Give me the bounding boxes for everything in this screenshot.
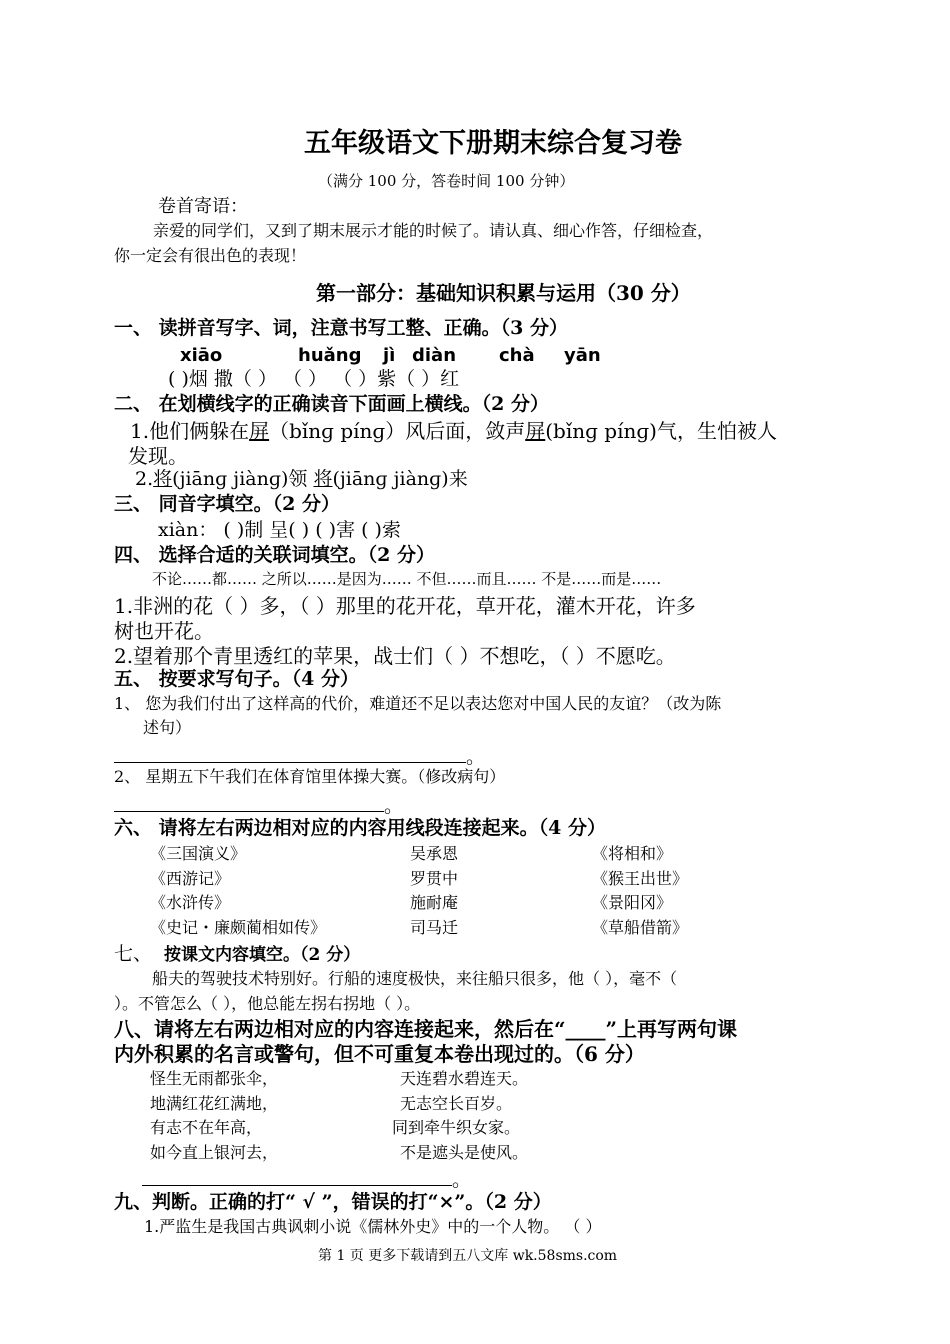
page-subtitle: （满分 100 分，答卷时间 100 分钟）	[318, 172, 575, 190]
q8-right-2: 无志空长百岁。	[400, 1094, 513, 1113]
q7-heading	[114, 944, 360, 966]
q8-heading-2: 内外积累的名言或警句，但不可重复本卷出现过的。（6 分）	[114, 1042, 645, 1066]
q2-text: （bǐnɡ pínɡ）风后面，敛声	[269, 419, 526, 443]
q5-item-2: 2、 星期五下午我们在体育馆里体操大赛。（修改病句）	[114, 767, 506, 786]
q5-item-1-cont: 述句）	[143, 718, 192, 737]
q8-answer	[142, 1167, 471, 1192]
q1-pinyin-1: xiāo	[180, 345, 223, 366]
page-title: 五年级语文下册期末综合复习卷	[304, 128, 682, 159]
q2-line-2	[135, 469, 468, 491]
q7-title: 按课文内容填空。（2 分）	[164, 945, 361, 965]
q7-line-2: ）。不管怎么（ ），他总能左拐右拐地（ ）。	[114, 994, 421, 1013]
answer-blank[interactable]	[114, 793, 384, 812]
q9-item-1: 1.严监生是我国古典讽刺小说《儒林外史》中的一个人物。 （ ）	[144, 1217, 602, 1236]
q6-left-1: 《三国演义》	[150, 844, 247, 863]
q8-left-3: 有志不在年高，	[150, 1118, 263, 1137]
q6-heading: 六、 请将左右两边相对应的内容用线段连接起来。（4 分）	[114, 817, 606, 839]
q6-left-4: 《史记・廉颇蔺相如传》	[150, 918, 327, 937]
q1-pinyin-4: diàn	[412, 345, 457, 366]
q6-left-3: 《水浒传》	[150, 893, 231, 912]
q1-answer-line: ( )烟 撒（ ） （ ） （ ）紫（ ）红	[168, 368, 460, 390]
q4-sentence-1: 1.非洲的花（ ）多，（ ）那里的花开花，草开花，灌木开花，许多	[114, 594, 696, 618]
q1-pinyin-6: yān	[564, 345, 601, 366]
q8-left-4: 如今直上银河去，	[150, 1143, 279, 1162]
q6-middle-2: 罗贯中	[410, 869, 459, 888]
q5-answer-1	[114, 744, 485, 769]
q2-text: (jiānɡ jiànɡ)领	[172, 468, 314, 490]
q5-heading: 五、 按要求写句子。（4 分）	[114, 668, 359, 690]
q6-middle-1: 吴承恩	[410, 844, 459, 863]
preface-label: 卷首寄语：	[158, 196, 248, 217]
q2-heading: 二、 在划横线字的正确读音下面画上横线。（2 分）	[114, 393, 549, 415]
q2-line-1-cont: 发现。	[128, 444, 188, 468]
q2-text: (jiānɡ jiànɡ)来	[332, 468, 468, 490]
q8-right-1: 天连碧水碧连天。	[400, 1069, 529, 1088]
q6-left-2: 《西游记》	[150, 869, 231, 888]
q6-right-2: 《猴王出世》	[592, 869, 689, 888]
page-footer: 第 1 页 更多下载请到五八文库 wk.58sms.com	[318, 1248, 618, 1264]
period: 。	[384, 795, 404, 817]
part1-title: 第一部分：基础知识积累与运用（30 分）	[316, 281, 691, 305]
q4-heading: 四、 选择合适的关联词填空。（2 分）	[114, 544, 435, 566]
preface-line-2: 你一定会有很出色的表现！	[114, 246, 307, 265]
q9-heading: 九、判断。正确的打“ √ ”，错误的打“×”。（2 分）	[114, 1191, 552, 1213]
q7-number: 七、	[114, 943, 153, 965]
q1-pinyin-2: huǎng	[298, 345, 362, 366]
underlined-char: 将	[153, 468, 173, 490]
q3-line: xiàn： ( )制 呈( ) ( )害 ( )索	[158, 519, 401, 541]
q8-heading-1: 八、请将左右两边相对应的内容连接起来，然后在“____”上再写两句课	[114, 1017, 738, 1041]
q2-text: (bǐnɡ pínɡ)气，生怕被人	[545, 419, 777, 443]
q8-right-3: 同到牵牛织女家。	[392, 1118, 521, 1137]
q4-sentence-2: 2.望着那个青里透红的苹果，战士们（ ）不想吃，（ ）不愿吃。	[114, 644, 676, 668]
q8-left-2: 地满红花红满地，	[150, 1094, 279, 1113]
q7-line-1: 船夫的驾驶技术特别好。行船的速度极快，来往船只很多，他（ ），毫不（	[152, 969, 678, 988]
q6-right-4: 《草船借箭》	[592, 918, 689, 937]
q3-heading: 三、 同音字填空。（2 分）	[114, 493, 340, 515]
answer-blank[interactable]	[142, 1167, 452, 1186]
underlined-char: 屏	[249, 419, 270, 443]
q8-right-4: 不是遮头是使风。	[400, 1143, 529, 1162]
q5-answer-2	[114, 793, 403, 818]
q6-middle-4: 司马迁	[410, 918, 459, 937]
q6-right-1: 《将相和》	[592, 844, 673, 863]
q1-pinyin-5: chà	[499, 345, 535, 366]
q6-right-3: 《景阳冈》	[592, 893, 673, 912]
period: 。	[466, 746, 486, 768]
q4-sentence-1-cont: 树也开花。	[114, 619, 214, 643]
q6-middle-3: 施耐庵	[410, 893, 459, 912]
preface-line-1: 亲爱的同学们，又到了期末展示才能的时候了。请认真、细心作答，仔细检查，	[153, 221, 714, 240]
q1-heading: 一、 读拼音写字、词，注意书写工整、正确。（3 分）	[114, 317, 568, 339]
underlined-char: 屏	[525, 419, 546, 443]
q1-pinyin-3: jì	[383, 345, 396, 366]
period: 。	[452, 1169, 472, 1191]
q2-line-1	[130, 420, 777, 443]
underlined-char: 将	[313, 468, 333, 490]
q5-item-1: 1、 您为我们付出了这样高的代价，难道还不足以表达您对中国人民的友谊？（改为陈	[114, 694, 722, 713]
q4-options: 不论……都…… 之所以……是因为…… 不但……而且…… 不是……而是……	[152, 570, 662, 588]
q8-left-1: 怪生无雨都张伞，	[150, 1069, 279, 1088]
q2-text: 1.他们俩躲在	[130, 419, 250, 443]
answer-blank[interactable]	[114, 744, 466, 763]
q2-text: 2.	[135, 468, 154, 490]
